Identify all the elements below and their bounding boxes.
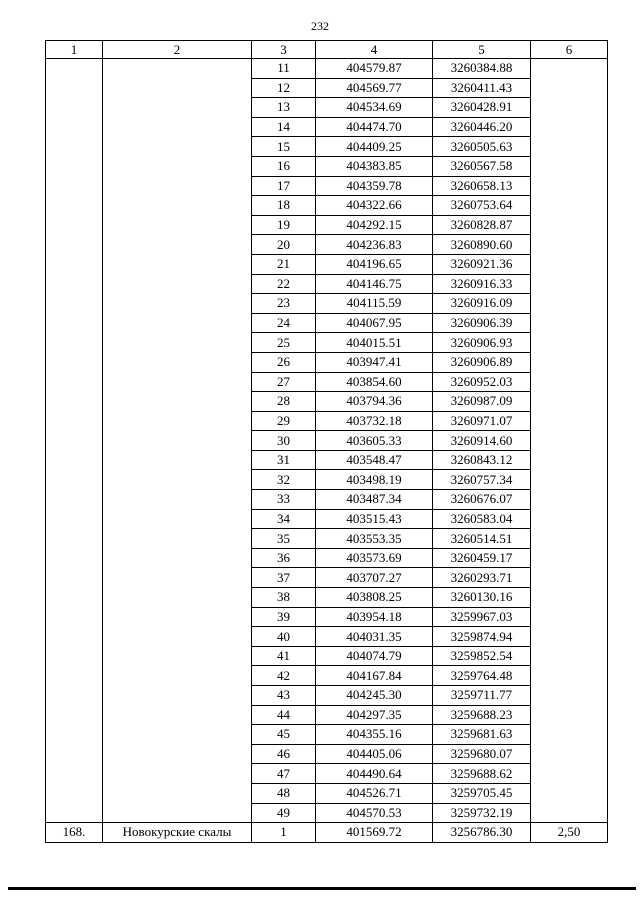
point-number-cell: 46	[252, 744, 316, 764]
point-number-cell: 35	[252, 529, 316, 549]
x-coordinate-cell: 404490.64	[316, 764, 433, 784]
point-number-cell: 22	[252, 274, 316, 294]
x-coordinate-cell: 403605.33	[316, 431, 433, 451]
x-coordinate-cell: 404015.51	[316, 333, 433, 353]
y-coordinate-cell: 3260293.71	[433, 568, 531, 588]
x-coordinate-cell: 404167.84	[316, 666, 433, 686]
y-coordinate-cell: 3259764.48	[433, 666, 531, 686]
point-number-cell: 38	[252, 588, 316, 608]
table-row	[46, 59, 608, 79]
x-coordinate-cell: 404236.83	[316, 235, 433, 255]
point-number-cell: 31	[252, 450, 316, 470]
x-coordinate-cell: 404146.75	[316, 274, 433, 294]
y-coordinate-cell: 3260505.63	[433, 137, 531, 157]
point-number-cell: 34	[252, 509, 316, 529]
point-number-cell: 42	[252, 666, 316, 686]
point-number-cell: 13	[252, 98, 316, 118]
y-coordinate-cell: 3260971.07	[433, 411, 531, 431]
point-number-cell: 23	[252, 294, 316, 314]
x-coordinate-cell: 403548.47	[316, 450, 433, 470]
point-number-cell: 29	[252, 411, 316, 431]
point-number-cell: 18	[252, 196, 316, 216]
y-coordinate-cell: 3260567.58	[433, 156, 531, 176]
x-coordinate-cell: 404405.06	[316, 744, 433, 764]
column-header: 4	[316, 41, 433, 59]
point-number-cell: 1	[252, 823, 316, 843]
y-coordinate-cell: 3260428.91	[433, 98, 531, 118]
point-number-cell: 39	[252, 607, 316, 627]
y-coordinate-cell: 3259852.54	[433, 646, 531, 666]
y-coordinate-cell: 3260921.36	[433, 254, 531, 274]
y-coordinate-cell: 3259681.63	[433, 725, 531, 745]
point-number-cell: 26	[252, 352, 316, 372]
y-coordinate-cell: 3260906.93	[433, 333, 531, 353]
y-coordinate-cell: 3256786.30	[433, 823, 531, 843]
y-coordinate-cell: 3260459.17	[433, 548, 531, 568]
y-coordinate-cell: 3260843.12	[433, 450, 531, 470]
table-header-row	[46, 41, 608, 59]
point-number-cell: 25	[252, 333, 316, 353]
y-coordinate-cell: 3260906.39	[433, 313, 531, 333]
x-coordinate-cell: 403732.18	[316, 411, 433, 431]
x-coordinate-cell: 404196.65	[316, 254, 433, 274]
point-number-cell: 44	[252, 705, 316, 725]
point-number-cell: 43	[252, 686, 316, 706]
y-coordinate-cell: 3259688.23	[433, 705, 531, 725]
x-coordinate-cell: 404067.95	[316, 313, 433, 333]
column-header: 2	[103, 41, 252, 59]
y-coordinate-cell: 3260658.13	[433, 176, 531, 196]
point-number-cell: 48	[252, 783, 316, 803]
x-coordinate-cell: 404579.87	[316, 59, 433, 79]
x-coordinate-cell: 404570.53	[316, 803, 433, 823]
point-number-cell: 27	[252, 372, 316, 392]
y-coordinate-cell: 3260446.20	[433, 117, 531, 137]
x-coordinate-cell: 403794.36	[316, 392, 433, 412]
entry-number-cell	[46, 59, 103, 823]
y-coordinate-cell: 3260130.16	[433, 588, 531, 608]
point-number-cell: 33	[252, 490, 316, 510]
x-coordinate-cell: 404474.70	[316, 117, 433, 137]
x-coordinate-cell: 404292.15	[316, 215, 433, 235]
column-header: 6	[531, 41, 608, 59]
x-coordinate-cell: 404534.69	[316, 98, 433, 118]
x-coordinate-cell: 401569.72	[316, 823, 433, 843]
point-number-cell: 30	[252, 431, 316, 451]
point-number-cell: 40	[252, 627, 316, 647]
y-coordinate-cell: 3260828.87	[433, 215, 531, 235]
point-number-cell: 49	[252, 803, 316, 823]
x-coordinate-cell: 404074.79	[316, 646, 433, 666]
x-coordinate-cell: 403498.19	[316, 470, 433, 490]
column-header: 3	[252, 41, 316, 59]
x-coordinate-cell: 403854.60	[316, 372, 433, 392]
y-coordinate-cell: 3259874.94	[433, 627, 531, 647]
point-number-cell: 41	[252, 646, 316, 666]
y-coordinate-cell: 3259705.45	[433, 783, 531, 803]
entry-name-cell	[103, 59, 252, 823]
x-coordinate-cell: 404115.59	[316, 294, 433, 314]
x-coordinate-cell: 404322.66	[316, 196, 433, 216]
entry-number-cell: 168.	[46, 823, 103, 843]
x-coordinate-cell: 404383.85	[316, 156, 433, 176]
point-number-cell: 11	[252, 59, 316, 79]
y-coordinate-cell: 3259967.03	[433, 607, 531, 627]
y-coordinate-cell: 3260384.88	[433, 59, 531, 79]
x-coordinate-cell: 404245.30	[316, 686, 433, 706]
x-coordinate-cell: 403573.69	[316, 548, 433, 568]
point-number-cell: 21	[252, 254, 316, 274]
x-coordinate-cell: 403947.41	[316, 352, 433, 372]
entry-name-cell: Новокурские скалы	[103, 823, 252, 843]
point-number-cell: 47	[252, 764, 316, 784]
point-number-cell: 19	[252, 215, 316, 235]
y-coordinate-cell: 3260914.60	[433, 431, 531, 451]
x-coordinate-cell: 403954.18	[316, 607, 433, 627]
x-coordinate-cell: 403707.27	[316, 568, 433, 588]
point-number-cell: 32	[252, 470, 316, 490]
x-coordinate-cell: 404359.78	[316, 176, 433, 196]
point-number-cell: 16	[252, 156, 316, 176]
bottom-rule	[8, 887, 636, 890]
table-body	[46, 59, 608, 843]
column-header: 1	[46, 41, 103, 59]
x-coordinate-cell: 404409.25	[316, 137, 433, 157]
area-cell	[531, 59, 608, 823]
table-row	[46, 823, 608, 843]
y-coordinate-cell: 3260583.04	[433, 509, 531, 529]
y-coordinate-cell: 3259711.77	[433, 686, 531, 706]
y-coordinate-cell: 3260952.03	[433, 372, 531, 392]
x-coordinate-cell: 403515.43	[316, 509, 433, 529]
y-coordinate-cell: 3260987.09	[433, 392, 531, 412]
x-coordinate-cell: 403553.35	[316, 529, 433, 549]
point-number-cell: 28	[252, 392, 316, 412]
y-coordinate-cell: 3260757.34	[433, 470, 531, 490]
point-number-cell: 12	[252, 78, 316, 98]
point-number-cell: 45	[252, 725, 316, 745]
x-coordinate-cell: 404526.71	[316, 783, 433, 803]
y-coordinate-cell: 3259688.62	[433, 764, 531, 784]
point-number-cell: 24	[252, 313, 316, 333]
area-cell: 2,50	[531, 823, 608, 843]
point-number-cell: 17	[252, 176, 316, 196]
x-coordinate-cell: 404297.35	[316, 705, 433, 725]
x-coordinate-cell: 403808.25	[316, 588, 433, 608]
y-coordinate-cell: 3260906.89	[433, 352, 531, 372]
point-number-cell: 20	[252, 235, 316, 255]
y-coordinate-cell: 3260514.51	[433, 529, 531, 549]
y-coordinate-cell: 3260916.09	[433, 294, 531, 314]
x-coordinate-cell: 404355.16	[316, 725, 433, 745]
y-coordinate-cell: 3260753.64	[433, 196, 531, 216]
column-header: 5	[433, 41, 531, 59]
point-number-cell: 15	[252, 137, 316, 157]
y-coordinate-cell: 3260890.60	[433, 235, 531, 255]
x-coordinate-cell: 404569.77	[316, 78, 433, 98]
page-number: 232	[311, 19, 329, 33]
y-coordinate-cell: 3260676.07	[433, 490, 531, 510]
x-coordinate-cell: 403487.34	[316, 490, 433, 510]
point-number-cell: 36	[252, 548, 316, 568]
y-coordinate-cell: 3260411.43	[433, 78, 531, 98]
y-coordinate-cell: 3260916.33	[433, 274, 531, 294]
coordinates-table	[45, 40, 608, 843]
x-coordinate-cell: 404031.35	[316, 627, 433, 647]
point-number-cell: 37	[252, 568, 316, 588]
y-coordinate-cell: 3259732.19	[433, 803, 531, 823]
point-number-cell: 14	[252, 117, 316, 137]
y-coordinate-cell: 3259680.07	[433, 744, 531, 764]
